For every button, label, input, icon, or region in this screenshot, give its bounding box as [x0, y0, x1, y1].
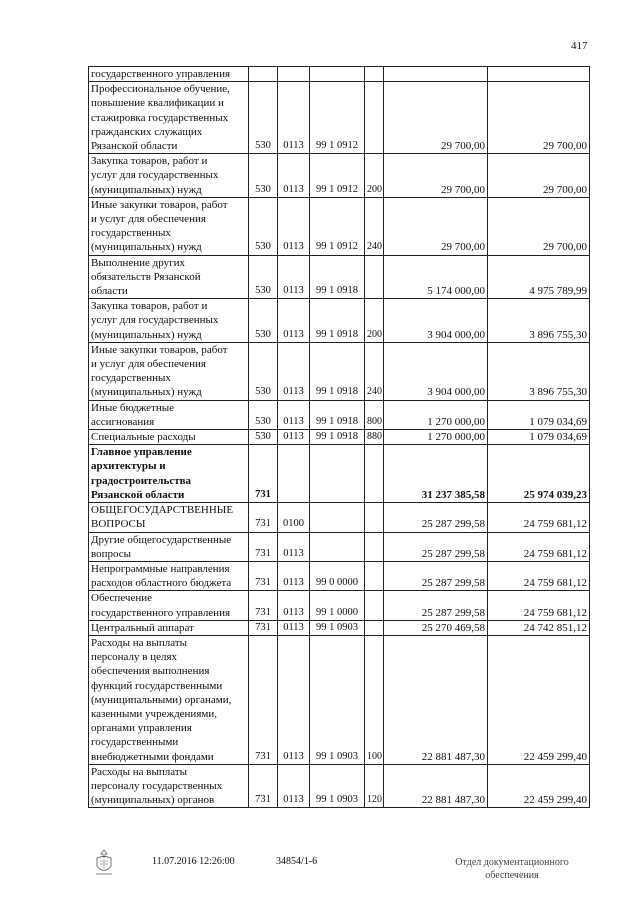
- table-row: [89, 197, 590, 255]
- row-fact-amount: 3 896 755,30: [488, 299, 590, 343]
- row-ved-code: 530: [249, 400, 278, 429]
- table-row: [89, 82, 590, 154]
- row-ved-code: 731: [249, 764, 278, 808]
- row-ved-code: 530: [249, 82, 278, 154]
- row-section-code: 0113: [278, 430, 310, 445]
- row-target-code: 99 1 0918: [310, 430, 365, 445]
- row-section-code: 0113: [278, 299, 310, 343]
- row-fact-amount: 24 742 851,12: [488, 620, 590, 635]
- row-expense-type: [365, 591, 384, 620]
- row-ved-code: 530: [249, 154, 278, 198]
- row-ved-code: 530: [249, 430, 278, 445]
- row-expense-type: [365, 503, 384, 532]
- row-plan-amount: 5 174 000,00: [384, 255, 488, 299]
- row-ved-code: 530: [249, 342, 278, 400]
- row-target-code: 99 1 0912: [310, 197, 365, 255]
- row-expense-type: 100: [365, 635, 384, 764]
- row-section-code: [278, 445, 310, 503]
- row-target-code: 99 1 0000: [310, 591, 365, 620]
- row-name: Другие общегосударственные вопросы: [89, 532, 249, 561]
- row-target-code: 99 1 0918: [310, 400, 365, 429]
- table-row: [89, 503, 590, 532]
- row-plan-amount: 31 237 385,58: [384, 445, 488, 503]
- table-row: [89, 299, 590, 343]
- row-target-code: 99 1 0903: [310, 764, 365, 808]
- row-fact-amount: 22 459 299,40: [488, 635, 590, 764]
- row-ved-code: [249, 67, 278, 82]
- row-fact-amount: 24 759 681,12: [488, 532, 590, 561]
- row-expense-type: [365, 532, 384, 561]
- row-name: Иные закупки товаров, работ и услуг для обеспечения государственных (муниципальных) нужд: [89, 197, 249, 255]
- row-section-code: [278, 67, 310, 82]
- row-name: ОБЩЕГОСУДАРСТВЕННЫЕ ВОПРОСЫ: [89, 503, 249, 532]
- row-section-code: 0113: [278, 82, 310, 154]
- row-expense-type: [365, 561, 384, 590]
- row-target-code: [310, 532, 365, 561]
- row-name: Расходы на выплаты персоналу в целях обеспечения выполнения функций государственными (муниципальными) органами, казенными учреждениями, органами управления государственными внебюджетными фондами: [89, 635, 249, 764]
- row-name: Главное управление архитектуры и градостроительства Рязанской области: [89, 445, 249, 503]
- row-plan-amount: 25 287 299,58: [384, 561, 488, 590]
- row-expense-type: 800: [365, 400, 384, 429]
- row-plan-amount: 1 270 000,00: [384, 400, 488, 429]
- table-row: [89, 620, 590, 635]
- footer-department: Отдел документационного обеспечения: [455, 857, 569, 881]
- row-target-code: [310, 445, 365, 503]
- row-target-code: 99 1 0918: [310, 342, 365, 400]
- row-name: Иные бюджетные ассигнования: [89, 400, 249, 429]
- row-fact-amount: 29 700,00: [488, 154, 590, 198]
- row-name: Выполнение других обязательств Рязанской области: [89, 255, 249, 299]
- budget-table: [88, 66, 590, 808]
- row-expense-type: [365, 67, 384, 82]
- table-row: [89, 342, 590, 400]
- row-fact-amount: 3 896 755,30: [488, 342, 590, 400]
- row-ved-code: 731: [249, 635, 278, 764]
- row-section-code: 0113: [278, 635, 310, 764]
- row-plan-amount: 25 287 299,58: [384, 532, 488, 561]
- row-name: Закупка товаров, работ и услуг для государственных (муниципальных) нужд: [89, 299, 249, 343]
- row-fact-amount: 4 975 789,99: [488, 255, 590, 299]
- row-name: Профессиональное обучение, повышение квалификации и стажировка государственных гражданских служащих Рязанской области: [89, 82, 249, 154]
- row-section-code: 0113: [278, 255, 310, 299]
- table-row: [89, 764, 590, 808]
- row-section-code: 0113: [278, 620, 310, 635]
- row-expense-type: [365, 82, 384, 154]
- row-target-code: [310, 503, 365, 532]
- row-name: государственного управления: [89, 67, 249, 82]
- row-target-code: [310, 67, 365, 82]
- row-section-code: 0113: [278, 197, 310, 255]
- row-fact-amount: 29 700,00: [488, 82, 590, 154]
- table-row: [89, 400, 590, 429]
- row-expense-type: 240: [365, 197, 384, 255]
- row-ved-code: 731: [249, 591, 278, 620]
- row-fact-amount: [488, 67, 590, 82]
- row-fact-amount: 22 459 299,40: [488, 764, 590, 808]
- row-plan-amount: 22 881 487,30: [384, 635, 488, 764]
- row-section-code: 0113: [278, 764, 310, 808]
- row-fact-amount: 24 759 681,12: [488, 591, 590, 620]
- row-ved-code: 731: [249, 561, 278, 590]
- row-plan-amount: 3 904 000,00: [384, 342, 488, 400]
- table-row: [89, 532, 590, 561]
- table-row: [89, 255, 590, 299]
- row-target-code: 99 1 0912: [310, 154, 365, 198]
- row-plan-amount: 29 700,00: [384, 197, 488, 255]
- row-expense-type: 880: [365, 430, 384, 445]
- row-name: Непрограммные направления расходов областного бюджета: [89, 561, 249, 590]
- row-expense-type: 120: [365, 764, 384, 808]
- row-ved-code: 731: [249, 445, 278, 503]
- row-expense-type: [365, 255, 384, 299]
- row-plan-amount: 25 287 299,58: [384, 591, 488, 620]
- row-expense-type: [365, 445, 384, 503]
- row-fact-amount: 25 974 039,23: [488, 445, 590, 503]
- row-section-code: 0113: [278, 400, 310, 429]
- row-plan-amount: 29 700,00: [384, 154, 488, 198]
- row-expense-type: 240: [365, 342, 384, 400]
- row-plan-amount: 25 270 469,58: [384, 620, 488, 635]
- row-plan-amount: 3 904 000,00: [384, 299, 488, 343]
- page-number: 417: [571, 40, 588, 52]
- row-target-code: 99 1 0903: [310, 635, 365, 764]
- row-name: Закупка товаров, работ и услуг для государственных (муниципальных) нужд: [89, 154, 249, 198]
- table-row: [89, 445, 590, 503]
- row-fact-amount: 24 759 681,12: [488, 561, 590, 590]
- table-row: [89, 635, 590, 764]
- row-plan-amount: 22 881 487,30: [384, 764, 488, 808]
- row-ved-code: 530: [249, 255, 278, 299]
- row-fact-amount: 29 700,00: [488, 197, 590, 255]
- row-target-code: 99 1 0912: [310, 82, 365, 154]
- row-fact-amount: 1 079 034,69: [488, 400, 590, 429]
- table-row: [89, 154, 590, 198]
- row-name: Обеспечение государственного управления: [89, 591, 249, 620]
- row-ved-code: 530: [249, 197, 278, 255]
- row-section-code: 0113: [278, 154, 310, 198]
- row-target-code: 99 0 0000: [310, 561, 365, 590]
- row-plan-amount: 25 287 299,58: [384, 503, 488, 532]
- row-expense-type: [365, 620, 384, 635]
- row-fact-amount: 1 079 034,69: [488, 430, 590, 445]
- row-name: Специальные расходы: [89, 430, 249, 445]
- row-name: Иные закупки товаров, работ и услуг для обеспечения государственных (муниципальных) нужд: [89, 342, 249, 400]
- table-row: [89, 430, 590, 445]
- row-ved-code: 530: [249, 299, 278, 343]
- footer-timestamp: 11.07.2016 12:26:00: [152, 856, 235, 867]
- row-ved-code: 731: [249, 620, 278, 635]
- row-section-code: 0113: [278, 532, 310, 561]
- row-fact-amount: 24 759 681,12: [488, 503, 590, 532]
- row-target-code: 99 1 0918: [310, 299, 365, 343]
- row-ved-code: 731: [249, 532, 278, 561]
- row-ved-code: 731: [249, 503, 278, 532]
- row-plan-amount: 1 270 000,00: [384, 430, 488, 445]
- row-target-code: 99 1 0903: [310, 620, 365, 635]
- row-target-code: 99 1 0918: [310, 255, 365, 299]
- row-section-code: 0113: [278, 342, 310, 400]
- coat-of-arms-icon: [92, 848, 116, 878]
- row-plan-amount: [384, 67, 488, 82]
- row-name: Центральный аппарат: [89, 620, 249, 635]
- table-row: [89, 591, 590, 620]
- row-section-code: 0113: [278, 561, 310, 590]
- row-section-code: 0100: [278, 503, 310, 532]
- footer-doc-number: 34854/1-6: [276, 856, 318, 867]
- row-expense-type: 200: [365, 154, 384, 198]
- table-row: [89, 67, 590, 82]
- row-name: Расходы на выплаты персоналу государственных (муниципальных) органов: [89, 764, 249, 808]
- row-plan-amount: 29 700,00: [384, 82, 488, 154]
- row-expense-type: 200: [365, 299, 384, 343]
- row-section-code: 0113: [278, 591, 310, 620]
- table-row: [89, 561, 590, 590]
